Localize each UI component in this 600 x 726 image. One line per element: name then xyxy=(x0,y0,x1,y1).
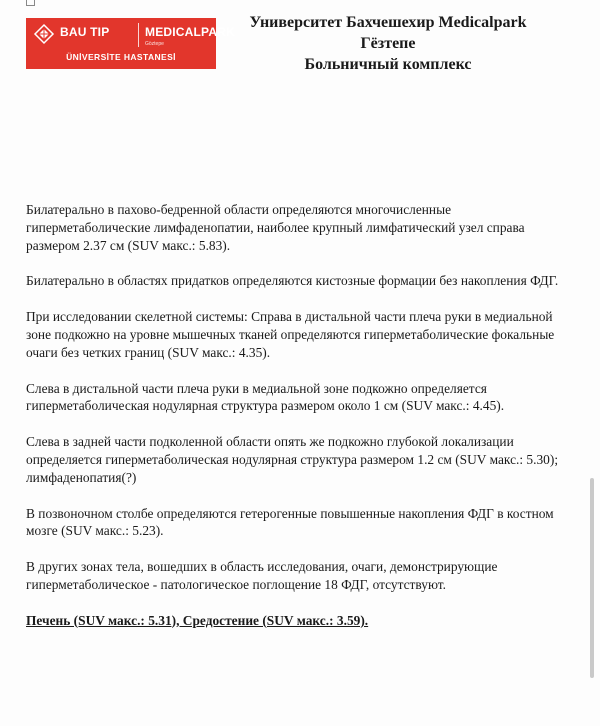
scrollbar-thumb[interactable] xyxy=(590,478,594,678)
report-paragraph: Билатерально в пахово-бедренной области определяются многочисленные гиперметаболические лимфаденопатии, наиболее крупный лимфатический узел справа размером 2.37 см (SUV макс.: 5.83). xyxy=(26,202,525,253)
title-line-3: Больничный комплекс xyxy=(304,56,472,73)
hospital-emblem-icon xyxy=(33,23,55,45)
logo-right-text: MEDICALPARK xyxy=(145,25,235,39)
report-paragraph: Билатерально в областях придатков определяются кистозные формации без накопления ФДГ. xyxy=(26,273,559,289)
report-paragraph: Слева в дистальной части плеча руки в медиальной зоне подкожно определяется гиперметаболическая нодулярная структура размером около 1 см (SUV макс.: 4.45). xyxy=(26,380,505,414)
report-summary: Печень (SUV макс.: 5.31), Средостение (SUV макс.: 3.59). xyxy=(26,612,369,628)
corner-checkbox-icon xyxy=(26,0,35,6)
title-line-1: Университет Бахчешехир Medicalpark xyxy=(249,14,527,31)
logo-sub-text: Göztepe xyxy=(145,41,164,47)
report-paragraph: В позвоночном столбе определяются гетерогенные повышенные накопления ФДГ в костном мозге (SUV макс.: 5.23). xyxy=(26,505,554,539)
logo-divider xyxy=(138,23,139,47)
report-paragraph: Слева в задней части подколенной области опять же подкожно глубокой локализации определяется гиперметаболическая нодулярная структура размером 1.2 см (SUV макс.: 5.30); лимфаденопатия(?) xyxy=(26,434,559,485)
hospital-logo xyxy=(26,18,235,69)
title-line-2: Гёзтепе xyxy=(360,35,416,52)
report-paragraph: При исследовании скелетной системы: Справа в дистальной части плеча руки в медиальной зоне подкожно на уровне мышечных тканей определяются гиперметаболические фокальные очаги без четких границ (SUV макс.: 4.35). xyxy=(26,309,555,360)
page-title xyxy=(224,12,552,75)
logo-left-text: BAU TIP xyxy=(60,25,110,39)
logo-bottom-text: ÜNİVERSİTE HASTANESİ xyxy=(66,52,176,62)
report-body xyxy=(26,201,566,648)
report-paragraph: В других зонах тела, вошедших в область исследования, очаги, демонстрирующие гиперметаболическое - патологическое поглощение 18 ФДГ, отсутствуют. xyxy=(26,559,498,592)
